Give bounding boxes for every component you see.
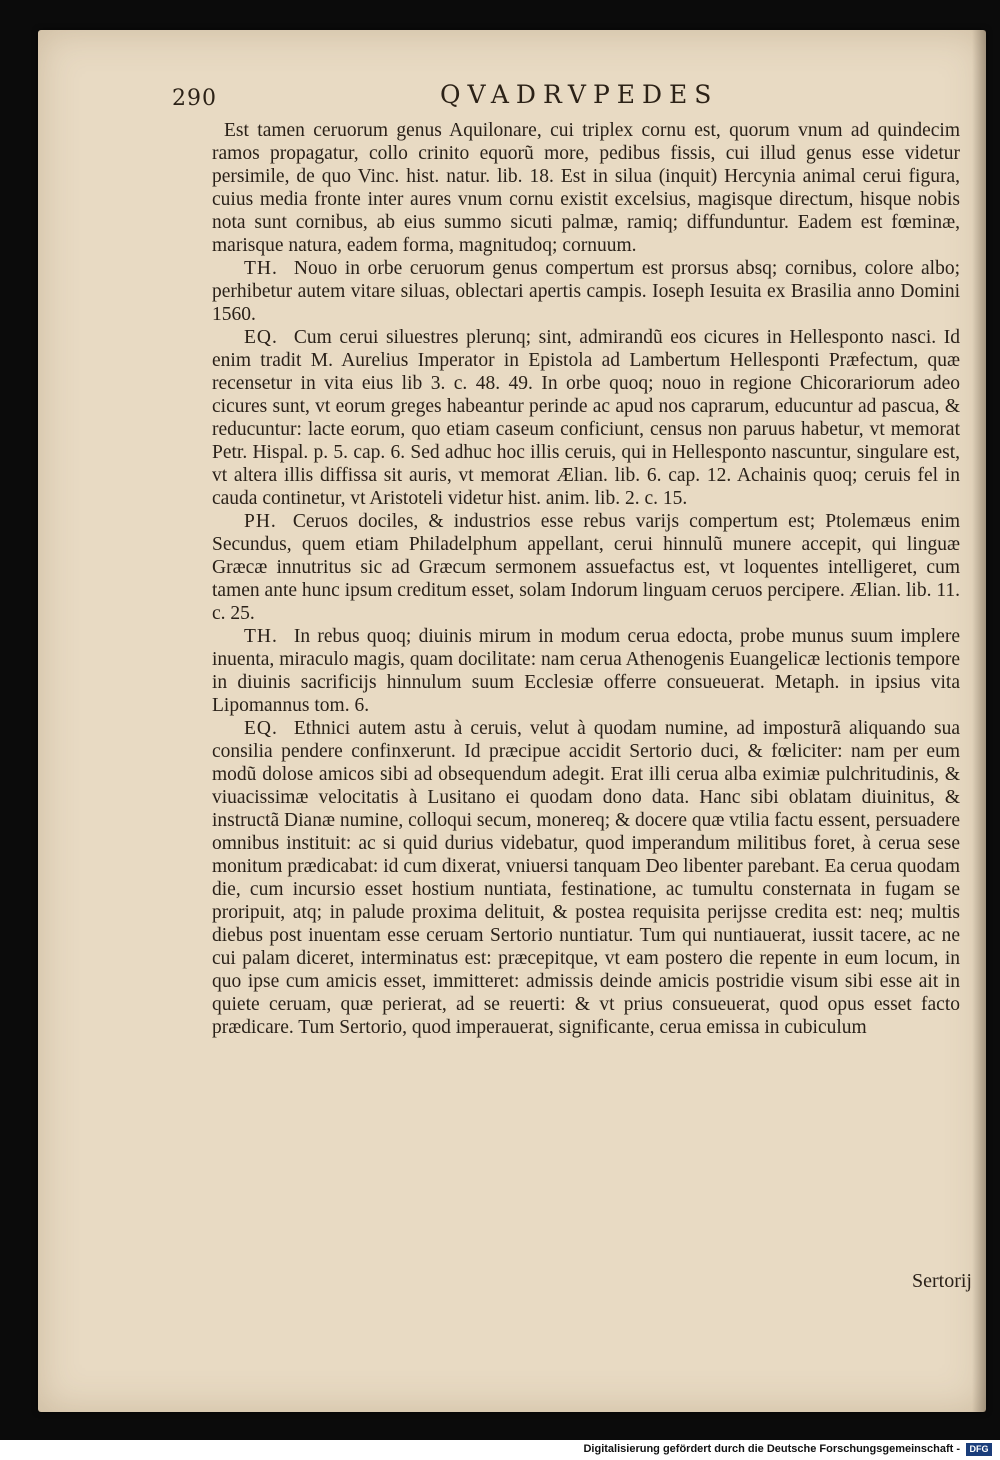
speaker-label: PH.: [244, 511, 277, 532]
paragraph: [212, 326, 960, 510]
paragraph-text: In rebus quoq; diuinis mirum in modum cerua edocta, probe munus suum implere inuenta, miraculo magis, quam docilitate: nam cerua Athenogenis Euangelicæ lectionis tempore in diuinis sacrificijs hinnulum suum Ecclesiæ offerre consueuerat. Metaph. in ipsius vita Lipomannus tom. 6.: [212, 626, 960, 716]
paragraph-text: Cum cerui siluestres plerunq; sint, admirandũ eos cicures in Hellesponto nasci. Id enim tradit M. Aurelius Imperator in Epistola ad Lambertum Hellesponti Præfectum, quæ recensetur in vita eius lib 3. c. 48. 49. In orbe quoq; nouo in regione Chicorariorum adeo cicures sunt, vt eorum greges habeantur perinde ac apud nos caprarum, educuntur ad pascua, & reducuntur: lacte eorum, quo etiam caseum conficiunt, census non paruus habetur, vt memorat Petr. Hispal. p. 5. cap. 6. Sed adhuc hoc illis ceruis, qui in Hellesponto nascuntur, singulare est, vt altera illis diffissa sit auris, vt memorat Ælian. lib. 6. cap. 12. Achainis quoq; ceruis fel in cauda continetur, vt Aristoteli videtur hist. anim. lib. 2. c. 15.: [212, 327, 960, 509]
speaker-label: TH.: [244, 626, 278, 647]
speaker-label: EQ.: [244, 327, 278, 348]
paragraph: [212, 257, 960, 326]
paragraph-text: Ceruos dociles, & industrios esse rebus varijs compertum est; Ptolemæus enim Secundus, quem etiam Philadelphum appellant, cerui hinnulũ munere accepit, qui linguæ Græcæ innutritus sic ad Græcum sermonem assuefactus est, vt loquentes intelligeret, cum tamen ante hunc ipsum creditum esset, solam Indorum linguam ceruos percipere. Ælian. lib. 11. c. 25.: [212, 511, 960, 624]
running-title: QVADRVPEDES: [440, 80, 719, 109]
paragraph: [212, 119, 960, 257]
paragraph: [212, 717, 960, 1039]
body-text: [212, 119, 960, 1039]
funding-notice: Digitalisierung gefördert durch die Deutsche Forschungsgemeinschaft -: [583, 1443, 960, 1455]
paragraph-text: Nouo in orbe ceruorum genus compertum est prorsus absq; cornibus, colore albo; perhibetur autem vitare siluas, oblectari apertis campis. Ioseph Iesuita ex Brasilia anno Domini 1560.: [212, 258, 960, 325]
speaker-label: TH.: [244, 258, 278, 279]
paragraph: [212, 625, 960, 717]
page-edge-shadow: [972, 30, 986, 1412]
page-header: [172, 80, 972, 116]
paragraph-text: Est tamen ceruorum genus Aquilonare, cui triplex cornu est, quorum vnum ad quindecim ramos propagatur, collo crinito equorũ more, pedibus fissis, cui illud genus esse videtur persimile, de quo Vinc. hist. natur. lib. 18. Est in silua (inquit) Hercynia animal cerui figura, cuius media fronte inter aures vnum cornu existit excelsius, magisque directum, hisque nobis nota sunt cornibus, ab eius summo sicuti palmæ, ramiq; diffunduntur. Eadem est fœminæ, marisque natura, eadem forma, magnitudoq; cornuum.: [212, 120, 960, 256]
catchword: Sertorij: [912, 1270, 972, 1292]
speaker-label: EQ.: [244, 718, 278, 739]
page-number: 290: [172, 86, 217, 111]
footer-bar: [0, 1440, 1000, 1460]
paragraph-text: Ethnici autem astu à ceruis, velut à quodam numine, ad imposturã aliquando sua consilia pendere confinxerunt. Id præcipue accidit Sertorio duci, & fœliciter: nam per eum modũ dolose amicos sibi ad obsequendum adegit. Erat illi cerua alba eximiæ pulchritudinis, & viuacissimæ velocitatis à Lusitano ei quodam dono data. Hanc sibi oblatam diuinitus, & instructã Dianæ numine, colloqui secum, monereq; & docere quæ vtilia factu essent, persuadere omnibus instituit: ac si quid durius videbatur, quod imperandum militibus foret, à cerua sese monitum prædicabat: id cum dixerat, vniuersi tanquam Deo libenter parebant. Ea cerua quodam die, cum incursio esset hostium nuntiata, festinatione, ac tumultu consternata in fugam se proripuit, atq; in palude proxima delituit, & postea requisita perijsse credita est: neq; multis diebus post inuentam esse ceruam Sertorio nuntiatur. Tum qui nuntiauerat, iussit tacere, ac ne cui palam diceret, interminatus est: præcepitque, vt eam postero die repente in eum locum, in quo ipse cum amicis esset, immitteret: admissis deinde amicis postridie visum sibi esse ait in quiete ceruam, quæ perierat, ad se reuerti: & vt prius consueuerat, quod opus esset facto prædicare. Tum Sertorio, quod imperauerat, significante, cerua emissa in cubiculum: [212, 718, 960, 1038]
dfg-logo: DFG: [966, 1443, 992, 1456]
paragraph: [212, 510, 960, 625]
